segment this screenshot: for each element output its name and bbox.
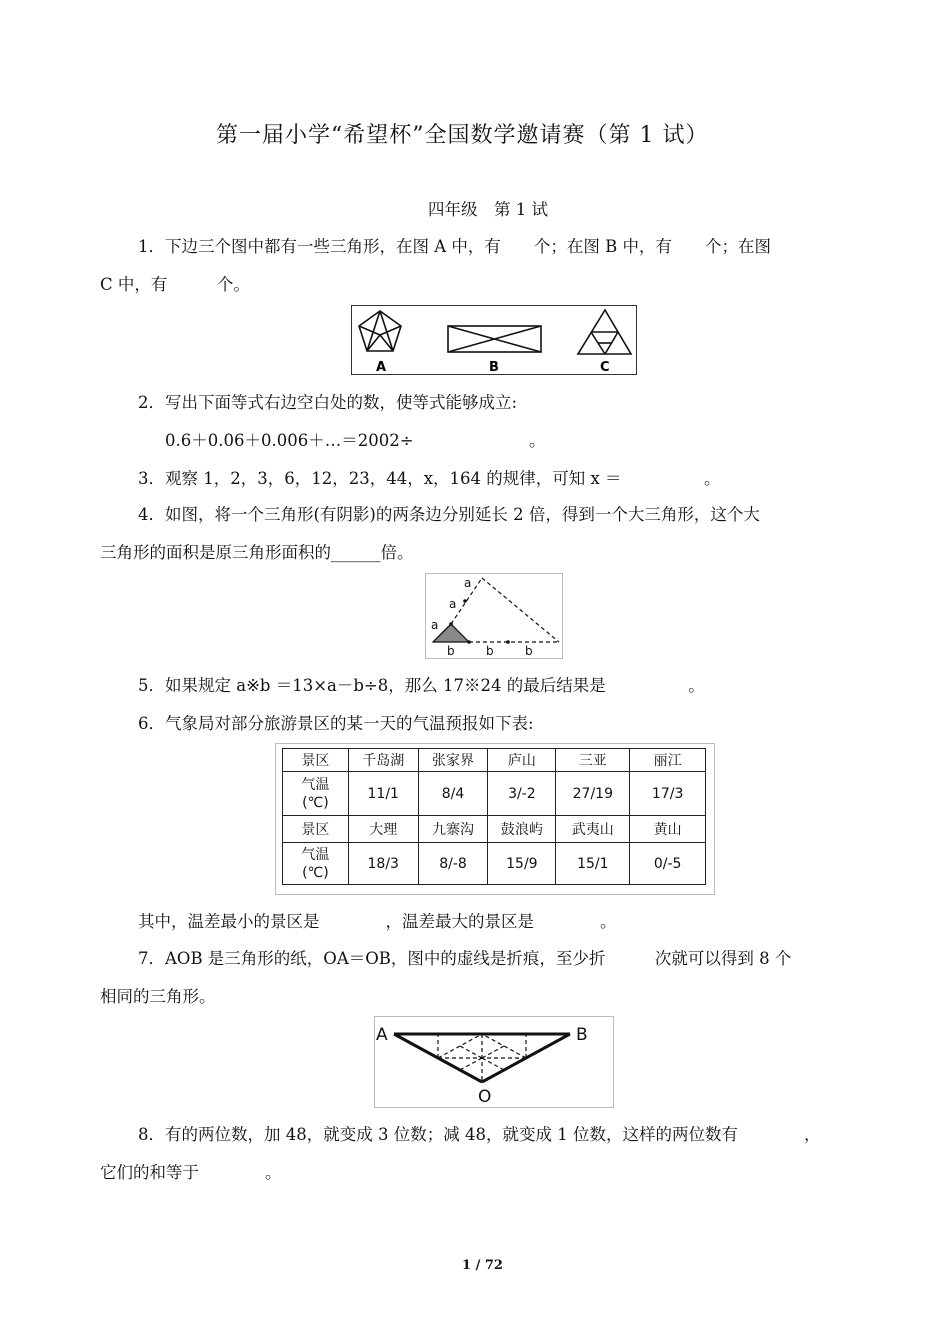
q1-line1: 1．下边三个图中都有一些三角形，在图 A 中，有 个；在图 B 中，有 个；在图	[138, 237, 772, 256]
table-cell: 0/-5	[630, 843, 706, 885]
table-cell: 鼓浪屿	[488, 816, 556, 843]
table-cell: 15/1	[556, 843, 630, 885]
q4-line2: 三角形的面积是原三角形面积的______倍。	[100, 543, 414, 562]
figure-a-pentagon	[359, 311, 401, 351]
q7-figure	[374, 1016, 614, 1108]
q7-line2: 相同的三角形。	[100, 987, 216, 1006]
table-cell: 8/4	[418, 772, 488, 816]
q7-label-b: B	[576, 1025, 588, 1045]
q7-line1: 7．AOB 是三角形的纸，OA＝OB，图中的虚线是折痕，至少折 次就可以得到 8 个	[138, 949, 792, 968]
q8-line2: 它们的和等于 。	[100, 1163, 282, 1182]
shaded-triangle	[433, 624, 469, 642]
q4-label-b3: b	[525, 644, 533, 658]
table-cell: 景区	[283, 816, 349, 843]
q1-line2: C 中，有 个。	[100, 275, 250, 294]
q6-line2: 其中，温差最小的景区是 ，温差最大的景区是 。	[138, 912, 617, 931]
q3-line1: 3．观察 1，2，3，6，12，23，44，x，164 的规律，可知 x ＝ 。	[138, 469, 721, 488]
table-cell: 11/1	[348, 772, 418, 816]
q2-line2: 0.6＋0.06＋0.006＋…＝2002÷ 。	[165, 431, 546, 450]
table-cell: 18/3	[348, 843, 418, 885]
table-row	[283, 843, 706, 885]
table-row	[283, 816, 706, 843]
table-cell: 庐山	[488, 749, 556, 772]
page-number: 1 / 72	[462, 1258, 503, 1273]
q4-label-b1: b	[447, 644, 455, 658]
page-title: 第一届小学“希望杯”全国数学邀请赛（第 1 试）	[216, 123, 709, 148]
q2-line1: 2．写出下面等式右边空白处的数，使等式能够成立:	[138, 393, 518, 412]
table-cell: 千岛湖	[348, 749, 418, 772]
table-row	[283, 749, 706, 772]
fold-creases	[438, 1034, 526, 1082]
q1-figure	[351, 305, 637, 375]
q7-label-o: O	[478, 1087, 492, 1107]
table-cell: 15/9	[488, 843, 556, 885]
table-cell: 3/-2	[488, 772, 556, 816]
table-cell: 大理	[348, 816, 418, 843]
figure-b-rectangle	[448, 326, 541, 352]
subtitle: 四年级 第 1 试	[428, 200, 548, 219]
table-cell: 景区	[283, 749, 349, 772]
table-cell: 17/3	[630, 772, 706, 816]
table-cell: 气温 (℃)	[283, 772, 349, 816]
table-cell: 27/19	[556, 772, 630, 816]
table-cell: 武夷山	[556, 816, 630, 843]
q4-label-a2: a	[449, 597, 457, 611]
q4-line1: 4．如图，将一个三角形(有阴影)的两条边分别延长 2 倍，得到一个大三角形，这个大	[138, 505, 760, 524]
table-row	[283, 772, 706, 816]
q8-line1: 8．有的两位数，加 48，就变成 3 位数；减 48，就变成 1 位数，这样的两位数有 ，	[138, 1125, 821, 1144]
figure-a-label: A	[376, 360, 387, 375]
table-cell: 三亚	[556, 749, 630, 772]
q4-figure	[425, 573, 563, 659]
table-cell: 九寨沟	[418, 816, 488, 843]
figure-c-triangle	[578, 310, 631, 354]
q4-label-a1: a	[464, 576, 472, 590]
table-cell: 黄山	[630, 816, 706, 843]
table-cell: 丽江	[630, 749, 706, 772]
table-cell: 8/-8	[418, 843, 488, 885]
q5-line1: 5．如果规定 a※b ＝13×a－b÷8，那么 17※24 的最后结果是 。	[138, 676, 705, 695]
table-cell: 张家界	[418, 749, 488, 772]
figure-b-label: B	[489, 360, 499, 375]
figure-c-label: C	[600, 360, 610, 375]
table-cell: 气温 (℃)	[283, 843, 349, 885]
q4-label-b2: b	[486, 644, 494, 658]
temperature-table	[282, 748, 706, 885]
q4-label-a3: a	[431, 618, 439, 632]
q6-line1: 6．气象局对部分旅游景区的某一天的气温预报如下表:	[138, 714, 534, 733]
q7-label-a: A	[376, 1025, 388, 1045]
